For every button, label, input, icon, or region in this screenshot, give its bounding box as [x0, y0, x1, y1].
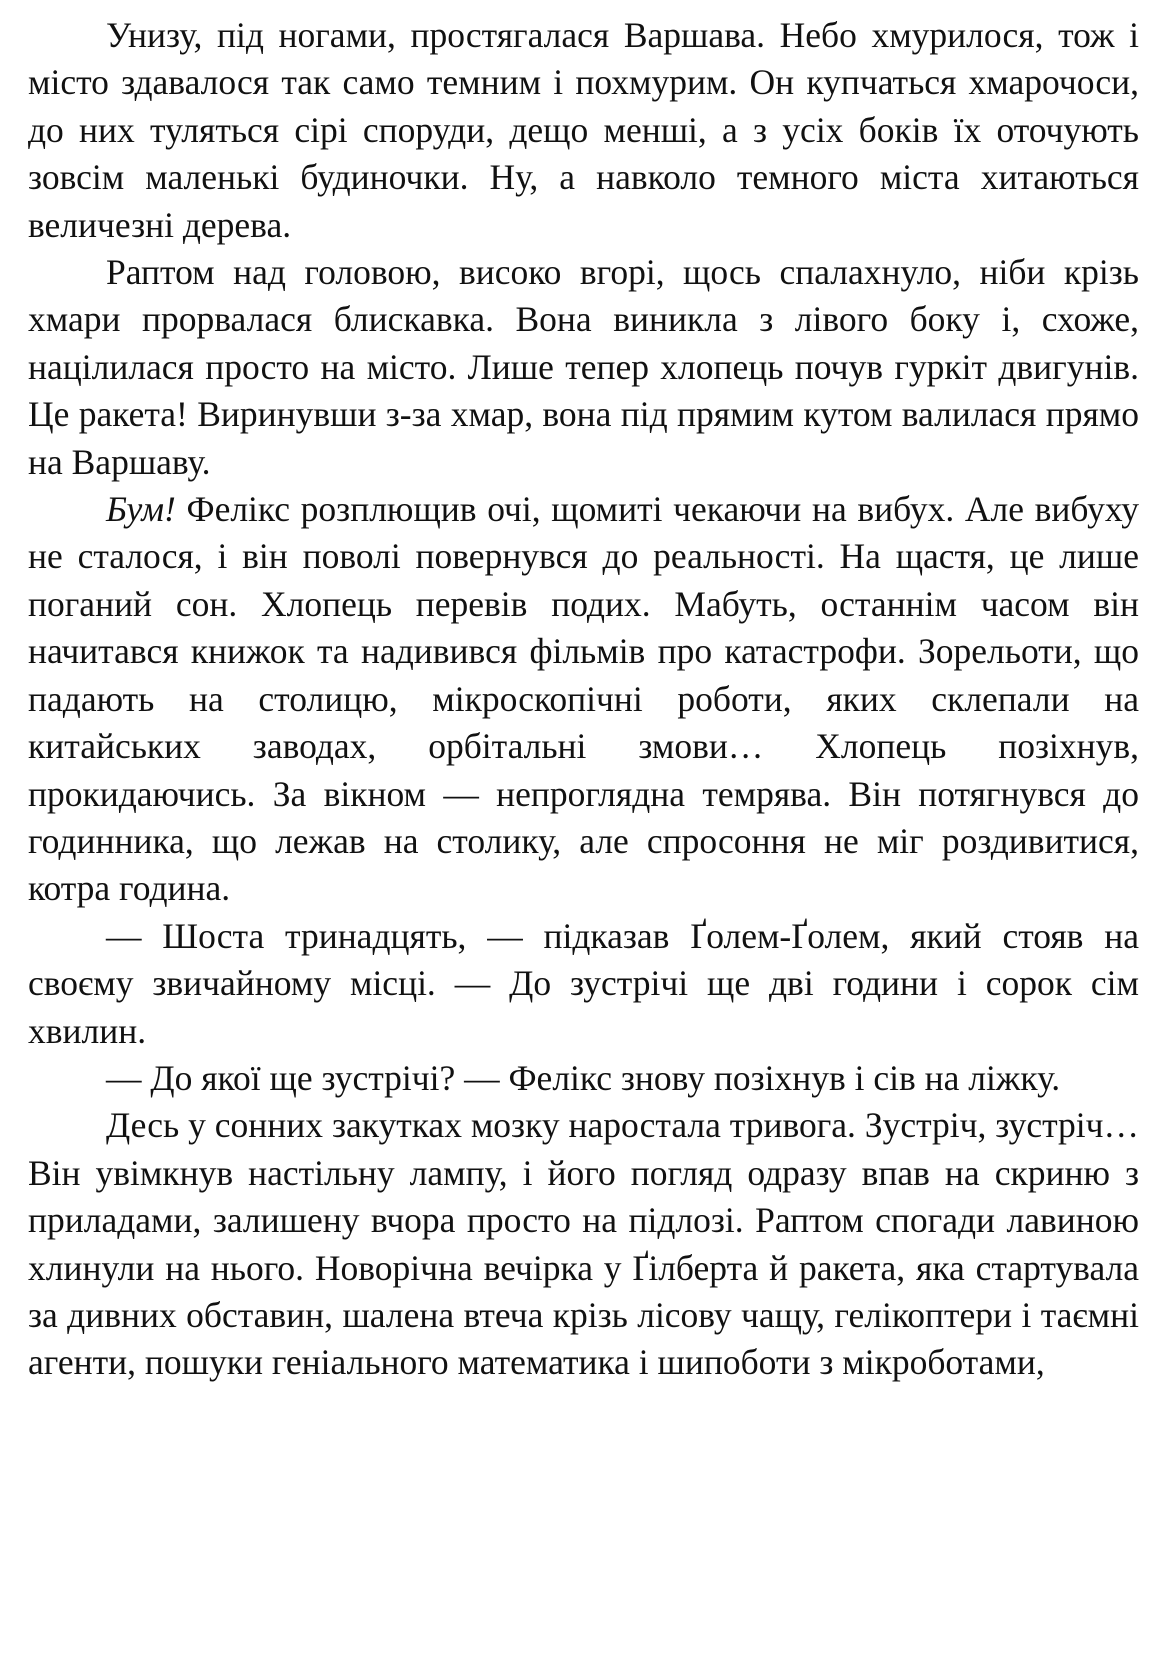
paragraph-1-text: Унизу, під ногами, простягалася Варшава. Небо хмурилося, тож і місто здавалося так само темним і похмурим. Он купчаться хмарочоси, до них туляться сірі споруди, дещо менші, а з усіх боків їх оточують зовсім маленькі будиночки. Ну, а навколо темного міста хитаються величезні дерева. — [28, 15, 1139, 245]
paragraph-5-dialogue — [28, 1055, 1139, 1102]
paragraph-3 — [28, 486, 1139, 913]
paragraph-6 — [28, 1102, 1139, 1386]
paragraph-1 — [28, 12, 1139, 249]
paragraph-4-dialogue — [28, 913, 1139, 1055]
paragraph-2 — [28, 249, 1139, 486]
paragraph-3-text: Фелікс розплющив очі, щомиті чекаючи на вибух. Але вибуху не сталося, і він поволі повернувся до реальності. На щастя, це лише поганий сон. Хлопець перевів подих. Мабуть, останнім часом він начитався книжок та надивився фільмів про катастрофи. Зорельоти, що падають на столицю, мікроскопічні роботи, яких склепали на китайських заводах, орбітальні змови… Хлопець позіхнув, прокидаючись. За вікном — непроглядна темрява. Він потягнувся до годинника, що лежав на столику, але спросоння не міг роздивитися, котра година. — [28, 489, 1139, 909]
paragraph-5-text: — До якої ще зустрічі? — Фелікс знову позіхнув і сів на ліжку. — [106, 1057, 1061, 1098]
paragraph-3-italic-lead: Бум! — [106, 489, 176, 530]
paragraph-6-text: Десь у сонних закутках мозку наростала тривога. Зустріч, зустріч… Він увімкнув настільну лампу, і його погляд одразу впав на скриню з приладами, залишену вчора просто на підлозі. Раптом спогади лавиною хлинули на нього. Новорічна вечірка у Ґілберта й ракета, яка стартувала за дивних обставин, шалена втеча крізь лісову чащу, гелікоптери і таємні агенти, пошуки геніального математика і шипоботи з мікроботами, — [28, 1105, 1139, 1383]
paragraph-4-text: — Шоста тринадцять, — підказав Ґолем-Ґолем, який стояв на своєму звичайному місці. — До зустрічі ще дві години і сорок сім хвилин. — [28, 915, 1139, 1051]
paragraph-2-text: Раптом над головою, високо вгорі, щось спалахнуло, ніби крізь хмари прорвалася блискавка. Вона виникла з лівого боку і, схоже, націлилася просто на місто. Лише тепер хлопець почув гуркіт двигунів. Це ракета! Виринувши з-за хмар, вона під прямим кутом валилася прямо на Варшаву. — [28, 252, 1139, 482]
